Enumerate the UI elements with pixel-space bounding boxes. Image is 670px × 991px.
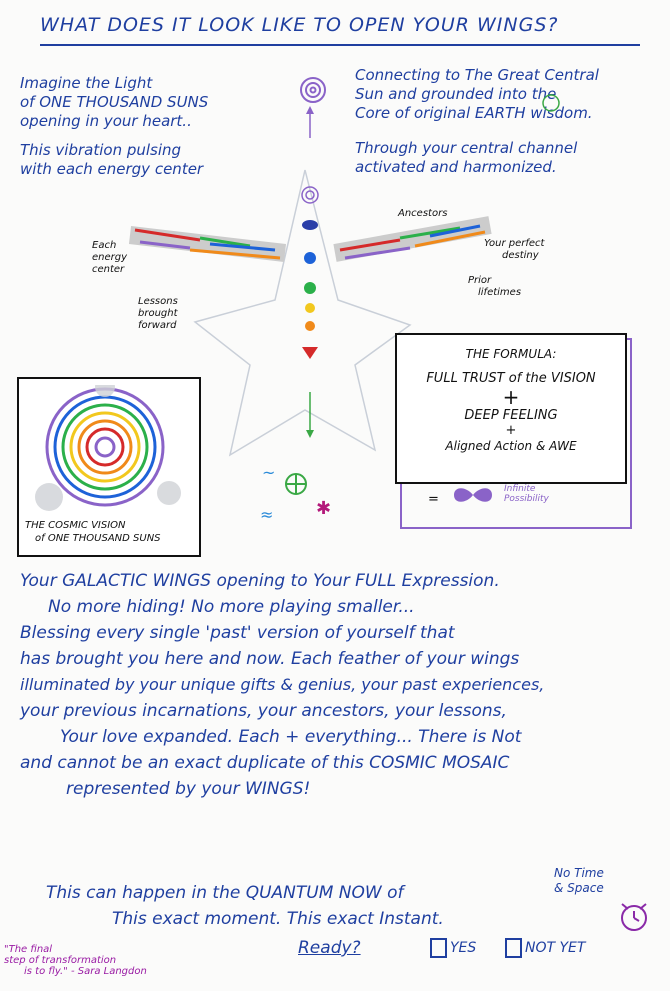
body-line: No more hiding! No more playing smaller... [48, 597, 415, 617]
option-not-yet[interactable] [505, 938, 585, 958]
not-yet-label: NOT YET [525, 940, 586, 956]
chakra-blue [304, 252, 316, 264]
left-intro-line: Imagine the Light [20, 74, 153, 92]
label-line: Each [92, 240, 117, 251]
wave-glyph: ≈ [260, 505, 274, 524]
caption-line: of ONE THOUSAND SUNS [35, 533, 161, 544]
title-underline [40, 44, 640, 46]
right-intro-line: Through your central channel [355, 139, 578, 157]
right-intro-line: Core of original EARTH wisdom. [355, 104, 593, 122]
formula-line3: Aligned Action & AWE [445, 439, 577, 453]
ready-label: Ready? [298, 938, 361, 958]
left-intro-line: with each energy center [20, 160, 204, 178]
formula-box [395, 333, 627, 484]
eye-icon [302, 220, 318, 230]
not-yet-checkbox[interactable] [505, 938, 522, 958]
left-intro-line: opening in your heart.. [20, 112, 192, 130]
label-line: destiny [502, 250, 539, 261]
body-line: Your GALACTIC WINGS opening to Your FULL Expression. [20, 571, 500, 591]
chakra-red [302, 347, 318, 359]
right-wing [335, 225, 490, 258]
label-line: Your perfect [484, 238, 545, 249]
body-line: your previous incarnations, your ancestors, your lessons, [20, 701, 507, 721]
quote-line: "The final [4, 944, 53, 955]
cosmic-caption [25, 519, 161, 545]
water-glyph: ~ [262, 463, 276, 482]
star-outline [195, 170, 410, 455]
earth-symbol-icon-top [543, 95, 559, 111]
formula-result: Infinite Possibility [504, 484, 549, 504]
infinity-icon [448, 484, 498, 506]
no-time-line: & Space [554, 881, 604, 895]
body-line: has brought you here and now. Each feather of your wings [20, 649, 520, 669]
formula-line1: FULL TRUST of the VISION [426, 371, 596, 386]
arrow-up-head [306, 106, 314, 114]
formula-line2: DEEP FEELING [464, 408, 558, 423]
no-time-line: No Time [554, 866, 604, 880]
no-time-space [554, 866, 604, 896]
yes-label: YES [450, 940, 477, 956]
right-intro-line: activated and harmonized. [355, 158, 557, 176]
right-intro-line: Connecting to The Great Central [355, 66, 599, 84]
yes-checkbox[interactable] [430, 938, 447, 958]
formula-plus1: + [502, 385, 520, 409]
formula-heading: THE FORMULA: [465, 347, 557, 361]
option-yes[interactable] [430, 938, 476, 958]
label-ancestors: Ancestors [398, 208, 448, 219]
label-line: center [92, 264, 125, 275]
label-line: Lessons [138, 296, 178, 307]
body-line: Your love expanded. Each + everything... There is Not [60, 727, 522, 747]
label-prior-lifetimes [468, 275, 521, 299]
page-title: WHAT DOES IT LOOK LIKE TO OPEN YOUR WINGS? [40, 14, 559, 36]
label-line: brought [138, 308, 178, 319]
closing-line: This exact moment. This exact Instant. [112, 909, 444, 929]
label-line: Prior [468, 275, 492, 286]
right-intro-line: Sun and grounded into the [355, 85, 557, 103]
label-line: forward [138, 320, 177, 331]
label-lessons [138, 296, 178, 332]
closing-line: This can happen in the QUANTUM NOW of [46, 883, 404, 903]
earth-symbol-icon [286, 474, 306, 494]
body-text [20, 568, 660, 802]
body-line: illuminated by your unique gifts & genius, your past experiences, [20, 675, 545, 694]
body-line: represented by your WINGS! [66, 779, 311, 799]
quote-line: is to fly." - Sara Langdon [24, 966, 147, 977]
chakra-yellow [305, 303, 315, 313]
alarm-clock-icon [616, 900, 652, 934]
plant-glyph: ✱ [316, 498, 332, 519]
closing-text [46, 880, 566, 932]
chakra-green [304, 282, 316, 294]
quote [4, 944, 147, 977]
spiral-icon-top [301, 78, 325, 102]
left-wing [130, 230, 285, 258]
formula-equals: = [428, 492, 439, 507]
body-line: Blessing every single 'past' version of yourself that [20, 623, 455, 643]
label-line: lifetimes [478, 287, 522, 298]
chakra-orange [305, 321, 315, 331]
formula-plus2: + [505, 423, 517, 438]
arrow-down-head [306, 430, 314, 438]
cosmic-vision-box [17, 377, 201, 557]
label-perfect-destiny [484, 238, 544, 262]
left-intro-line: of ONE THOUSAND SUNS [20, 93, 209, 111]
quote-line: step of transformation [4, 955, 117, 966]
left-intro-line: This vibration pulsing [20, 141, 182, 159]
body-line: and cannot be an exact duplicate of this COSMIC MOSAIC [20, 753, 510, 773]
caption-line: THE COSMIC VISION [25, 520, 126, 531]
concentric-suns-drawing [19, 385, 199, 515]
label-line: energy [92, 252, 128, 263]
label-each-energy-center [92, 240, 127, 276]
